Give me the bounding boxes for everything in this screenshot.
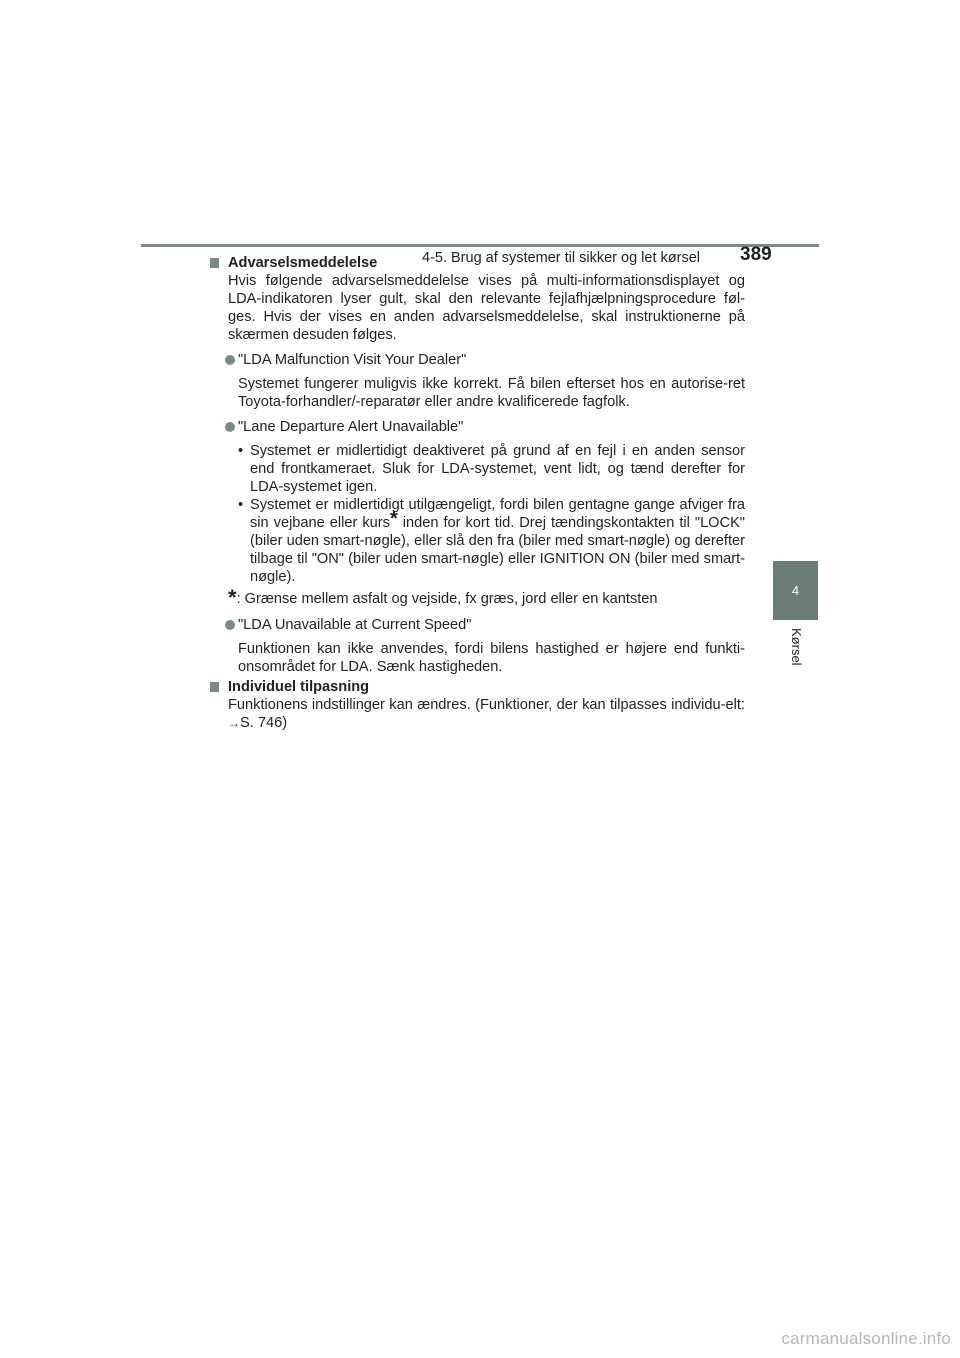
item-title: "LDA Unavailable at Current Speed" xyxy=(238,617,472,633)
section-intro: Hvis følgende advarselsmeddelelse vises på multi-informationsdisplayet og LDA-indikatoren lyser gult, skal den relevante fejlafhjælpningsprocedure føl-ges. Hvis der vises en anden advarselsmeddelelse, skal instruktionerne på skærmen desuden følges. xyxy=(228,273,745,343)
circle-bullet-icon xyxy=(225,620,235,630)
list-item xyxy=(228,351,745,369)
footnote-star: * xyxy=(389,508,398,530)
bullet-mark: • xyxy=(238,497,244,513)
item-title: "Lane Departure Alert Unavailable" xyxy=(238,419,464,435)
footnote-star: * xyxy=(228,585,237,610)
page-reference-link[interactable]: S. 746) xyxy=(240,715,288,731)
square-bullet-icon xyxy=(210,258,219,268)
main-content xyxy=(210,254,745,732)
square-bullet-icon xyxy=(210,682,219,692)
footnote xyxy=(228,585,745,610)
section-title: 4-5. Brug af systemer til sikker og let kørsel xyxy=(422,250,700,266)
section-heading-text: Advarselsmeddelelse xyxy=(228,255,378,271)
sub-bullet xyxy=(238,496,745,586)
section-heading xyxy=(210,678,745,696)
item-title: "LDA Malfunction Visit Your Dealer" xyxy=(238,352,467,368)
section-text xyxy=(228,696,745,732)
item-text: Systemet fungerer muligvis ikke korrekt. Få bilen efterset hos en autorise-ret Toyota-forhandler/-reparatør eller andre kvalificerede fagfolk. xyxy=(238,376,745,410)
arrow-right-icon: → xyxy=(228,716,240,730)
sub-bullet xyxy=(238,442,745,496)
circle-bullet-icon xyxy=(225,355,235,365)
watermark: carmanualsonline.info xyxy=(781,1329,951,1348)
item-text: Funktionen kan ikke anvendes, fordi bilens hastighed er højere end funkti-onsområdet for LDA. Sænk hastigheden. xyxy=(238,641,745,675)
chapter-number: 4 xyxy=(791,583,800,598)
section-heading-text: Individuel tilpasning xyxy=(228,679,370,695)
page-number: 389 xyxy=(740,244,772,265)
circle-bullet-icon xyxy=(225,422,235,432)
list-item xyxy=(228,418,745,436)
sub-bullet-text: Systemet er midlertidigt utilgængeligt, fordi bilen gentagne gange afviger fra sin vejbane eller kurs xyxy=(250,497,745,531)
section-heading xyxy=(210,254,745,272)
header-rule xyxy=(141,244,819,247)
chapter-label: Kørsel xyxy=(789,628,804,666)
section-text-a: Funktionens indstillinger kan ændres. (Funktioner, der kan tilpasses individu-elt: xyxy=(228,697,745,713)
chapter-tab xyxy=(773,561,818,620)
bullet-mark: • xyxy=(238,443,244,459)
footnote-text: : Grænse mellem asfalt og vejside, fx græs, jord eller en kantsten xyxy=(236,591,658,607)
sub-bullet-text-cont: inden for kort tid. Drej tændingskontakten til "LOCK" (biler uden smart-nøgle), eller slå den fra (biler med smart-nøgle) og derefter tilbage til "ON" (biler uden smart-nøgle) eller IGNITION ON (biler med smart-nøgle). xyxy=(250,515,745,585)
list-item xyxy=(228,616,745,634)
sub-bullet-text: Systemet er midlertidigt deaktiveret på grund af en fejl i en anden sensor end frontkameraet. Sluk for LDA-systemet, vent lidt, og tænd derefter for LDA-systemet igen. xyxy=(250,443,745,495)
